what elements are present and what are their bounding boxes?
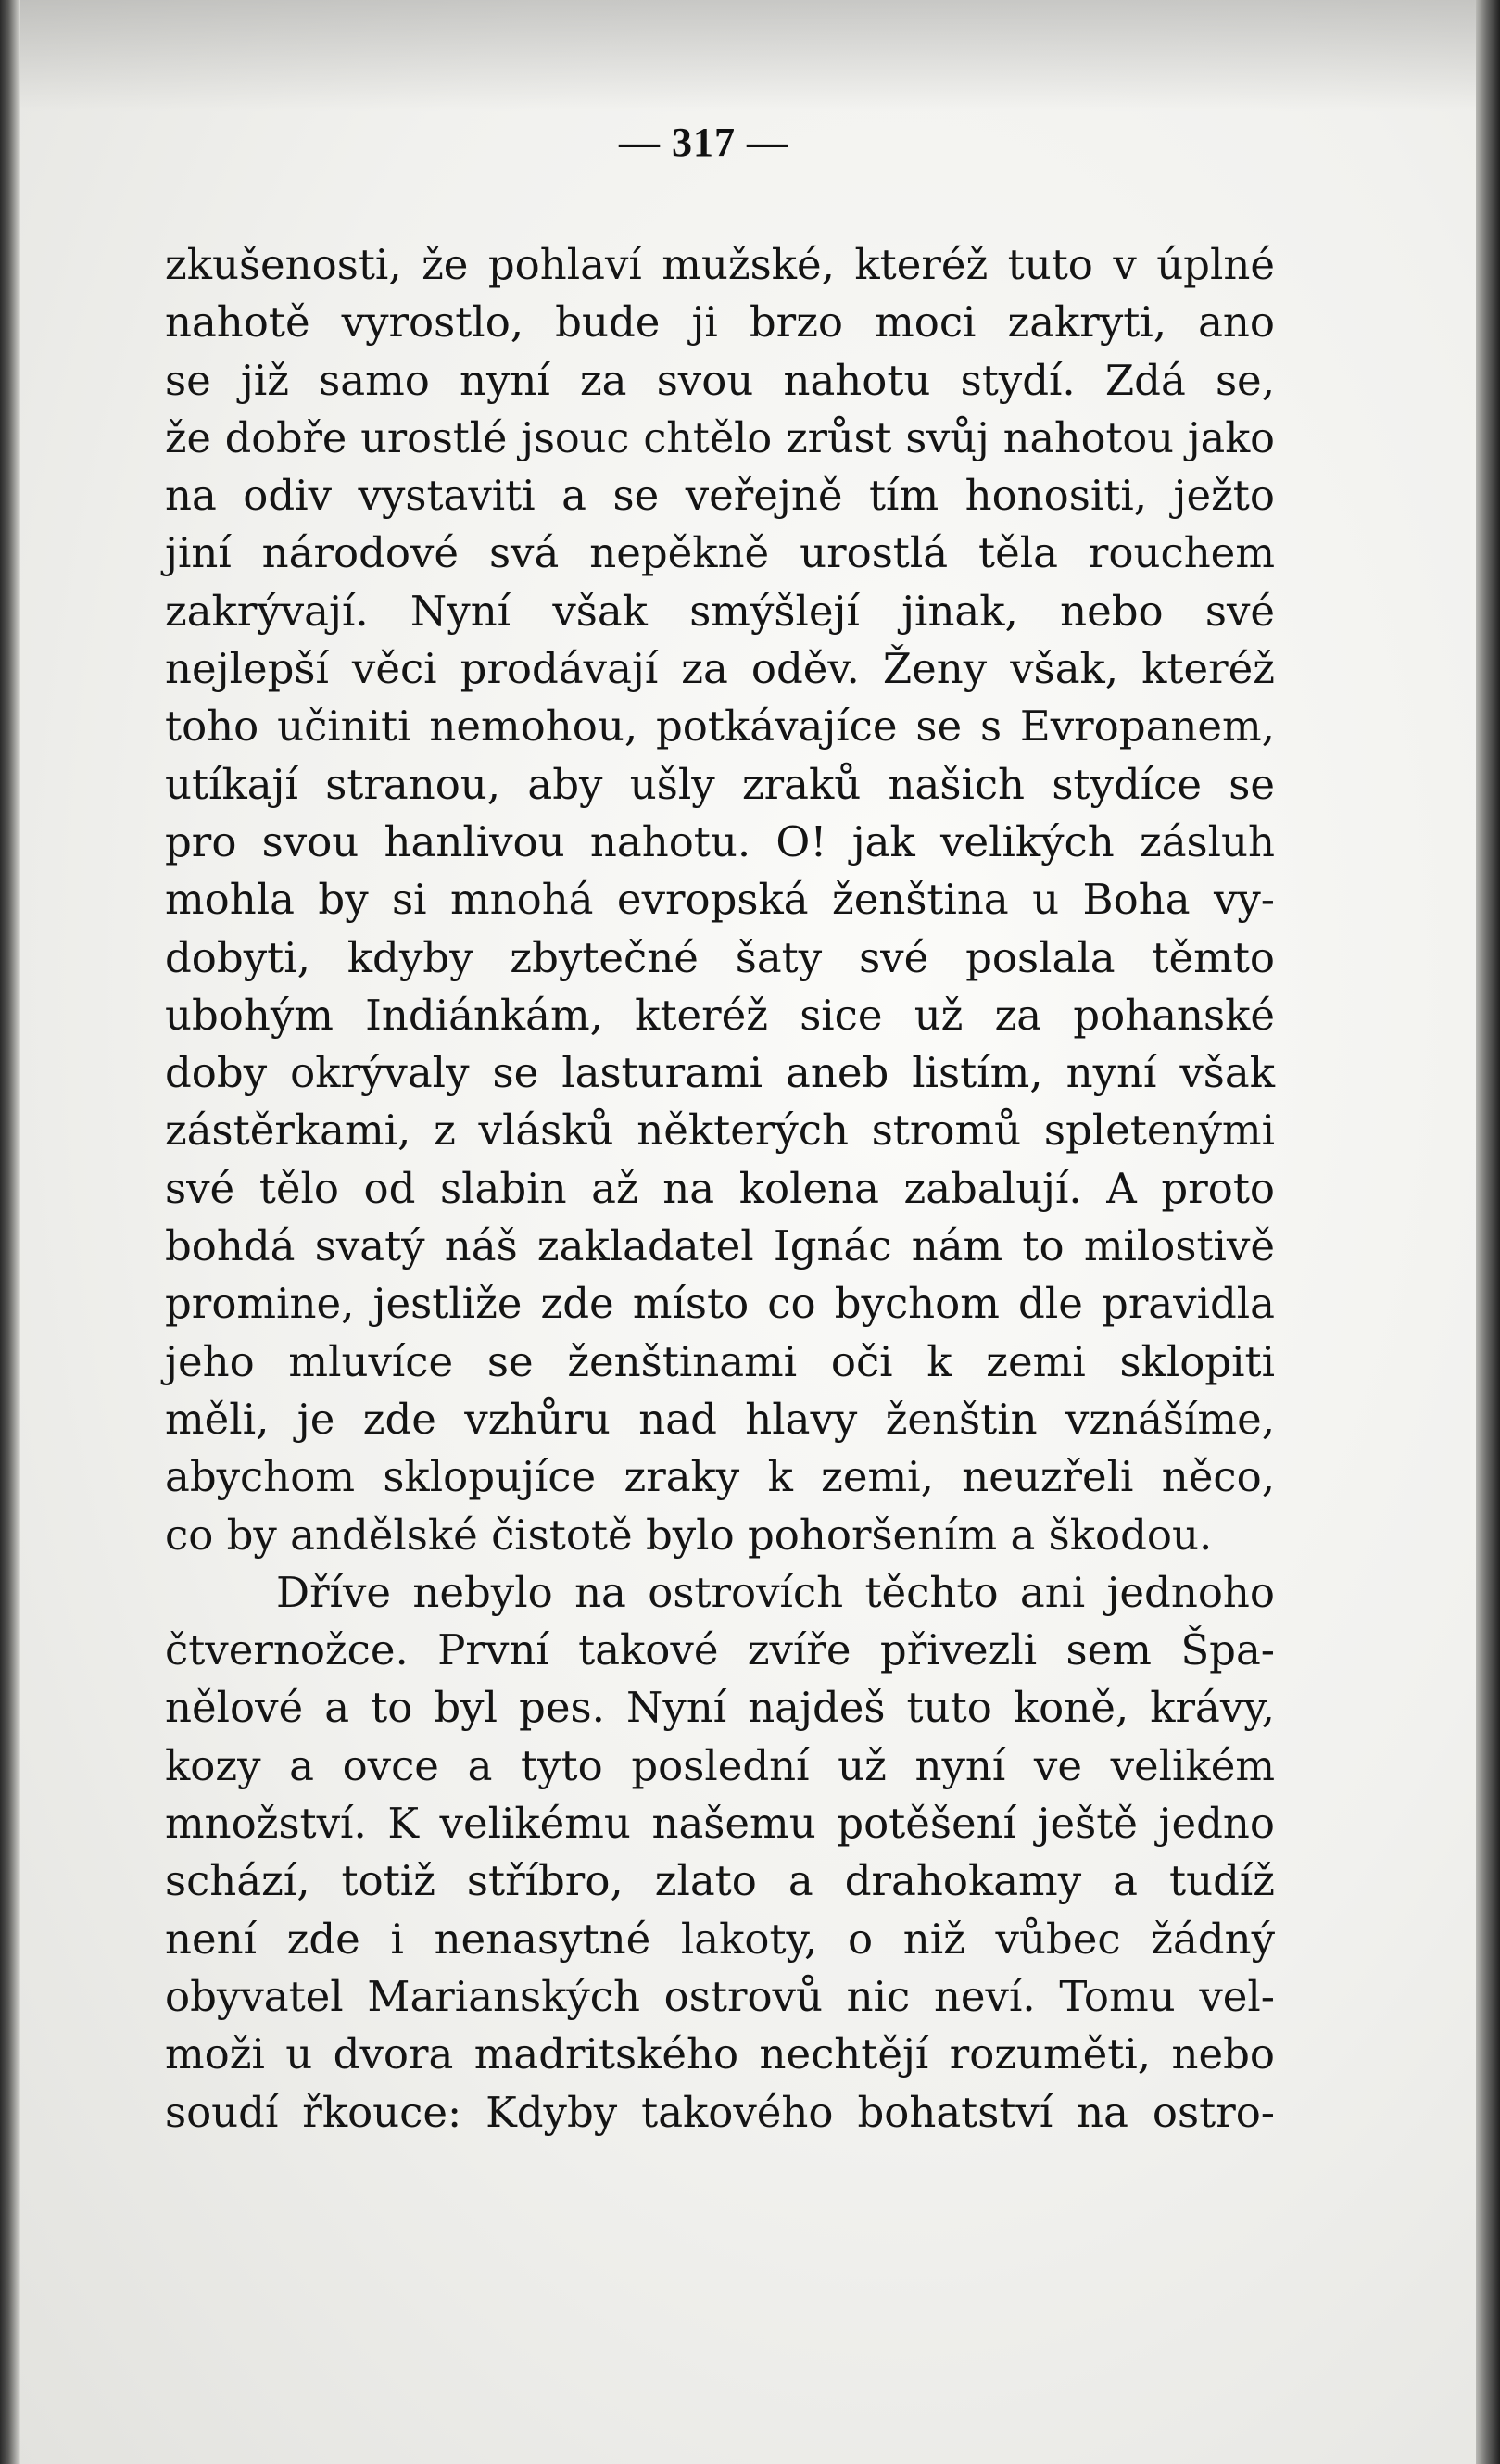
text-line: schází, totiž stříbro, zlato a drahokamy a tudíž: [165, 1856, 1275, 1906]
scan-shadow-top: [0, 0, 1500, 111]
text-line: utíkají stranou, aby ušly zraků našich stydíce se: [165, 759, 1275, 809]
text-line: pro svou hanlivou nahotu. O! jak velikých zásluh: [165, 816, 1275, 866]
text-line: čtvernožce. První takové zvíře přivezli sem Špa-: [165, 1625, 1275, 1675]
text-line: ubohým Indiánkám, kteréž sice už za pohanské: [165, 990, 1275, 1040]
body-text: [165, 236, 1275, 2142]
text-line: že dobře urostlé jsouc chtělo zrůst svůj nahotou jako: [165, 413, 1275, 462]
text-line: dobyti, kdyby zbytečné šaty své poslala těmto: [165, 932, 1275, 982]
text-line: kozy a ovce a tyto poslední už nyní ve velikém: [165, 1740, 1275, 1790]
text-line: zástěrkami, z vlásků některých stromů spletenými: [165, 1106, 1275, 1156]
text-line: mohla by si mnohá evropská ženština u Boha vy-: [165, 875, 1275, 925]
text-line: abychom sklopujíce zraky k zemi, neuzřeli něco,: [165, 1452, 1275, 1502]
text-line: doby okrývaly se lasturami aneb listím, nyní však: [165, 1048, 1275, 1098]
page-number: — 317 —: [619, 120, 788, 165]
text-line: své tělo od slabin až na kolena zabalují. A proto: [165, 1163, 1275, 1213]
text-line: obyvatel Marianských ostrovů nic neví. Tomu vel-: [165, 1971, 1275, 2021]
text-line: jiní národové svá nepěkně urostlá těla rouchem: [165, 528, 1275, 578]
text-line: jeho mluvíce se ženštinami oči k zemi sklopiti: [165, 1336, 1275, 1386]
text-line: zakrývají. Nyní však smýšlejí jinak, nebo své: [165, 586, 1275, 636]
text-line: nahotě vyrostlo, bude ji brzo moci zakryti, ano: [165, 297, 1275, 347]
text-line-paragraph-start: Dříve nebylo na ostrovích těchto ani jednoho: [276, 1567, 1275, 1617]
scan-edge-right: [1476, 0, 1500, 2464]
text-line: na odiv vystaviti a se veřejně tím honositi, ježto: [165, 471, 1275, 521]
text-line: nělové a to byl pes. Nyní najdeš tuto koně, krávy,: [165, 1683, 1275, 1733]
text-line: měli, je zde vzhůru nad hlavy ženštin vznášíme,: [165, 1394, 1275, 1444]
text-line: bohdá svatý náš zakladatel Ignác nám to milostivě: [165, 1221, 1275, 1271]
text-line: moži u dvora madritského nechtějí rozuměti, nebo: [165, 2029, 1275, 2079]
text-line-paragraph-end: co by andělské čistotě bylo pohoršením a škodou.: [165, 1510, 1213, 1560]
text-line: se již samo nyní za svou nahotu stydí. Zdá se,: [165, 355, 1275, 405]
text-line: promine, jestliže zde místo co bychom dle pravidla: [165, 1279, 1275, 1329]
scan-edge-left: [0, 0, 20, 2464]
text-line: nejlepší věci prodávají za oděv. Ženy však, kteréž: [165, 644, 1275, 694]
text-line: zkušenosti, že pohlaví mužské, kteréž tuto v úplné: [165, 240, 1275, 289]
text-line: množství. K velikému našemu potěšení ještě jedno: [165, 1799, 1275, 1849]
text-line: není zde i nenasytné lakoty, o niž vůbec žádný: [165, 1914, 1275, 1964]
text-line: soudí řkouce: Kdyby takového bohatství na ostro-: [165, 2087, 1275, 2137]
text-line: toho učiniti nemohou, potkávajíce se s Evropanem,: [165, 701, 1275, 752]
